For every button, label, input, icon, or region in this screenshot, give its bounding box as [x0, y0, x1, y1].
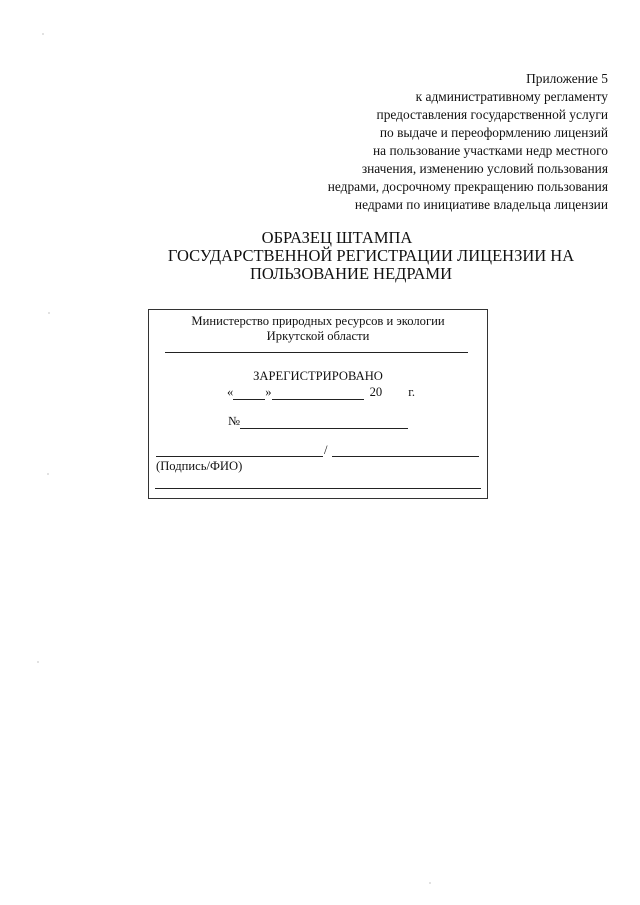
number-sign: № — [228, 414, 241, 428]
appendix-line: значения, изменению условий пользования — [361, 161, 608, 176]
year-suffix: г. — [408, 385, 416, 399]
appendix-line: недрами, досрочному прекращению пользования — [327, 179, 608, 194]
appendix-line: недрами по инициативе владельца лицензии — [354, 197, 608, 212]
scan-speck — [47, 473, 48, 474]
appendix-line: к административному регламенту — [415, 89, 608, 104]
scan-speck — [37, 661, 38, 662]
signature-label: (Подпись/ФИО) — [156, 459, 243, 473]
signature-slash: / — [324, 443, 328, 457]
title-line: ОБРАЗЕЦ ШТАМПА — [261, 228, 413, 247]
scan-speck — [42, 33, 43, 34]
appendix-line: по выдаче и переоформлению лицензий — [379, 125, 608, 140]
registered-label: ЗАРЕГИСТРИРОВАНО — [253, 369, 383, 383]
appendix-line: Приложение 5 — [526, 71, 608, 86]
ministry-line-1: Министерство природных ресурсов и экологии — [191, 314, 445, 328]
ministry-line-2: Иркутской области — [266, 329, 370, 343]
appendix-line: на пользование участками недр местного — [372, 143, 608, 158]
appendix-line: предоставления государственной услуги — [376, 107, 608, 122]
title-line: ПОЛЬЗОВАНИЕ НЕДРАМИ — [250, 264, 452, 283]
close-quote: » — [265, 385, 272, 399]
scan-speck — [48, 312, 49, 313]
title-line: ГОСУДАРСТВЕННОЙ РЕГИСТРАЦИИ ЛИЦЕНЗИИ НА — [167, 246, 575, 265]
year-prefix: 20 — [369, 385, 383, 399]
open-quote: « — [227, 385, 234, 399]
scan-speck — [429, 882, 430, 883]
